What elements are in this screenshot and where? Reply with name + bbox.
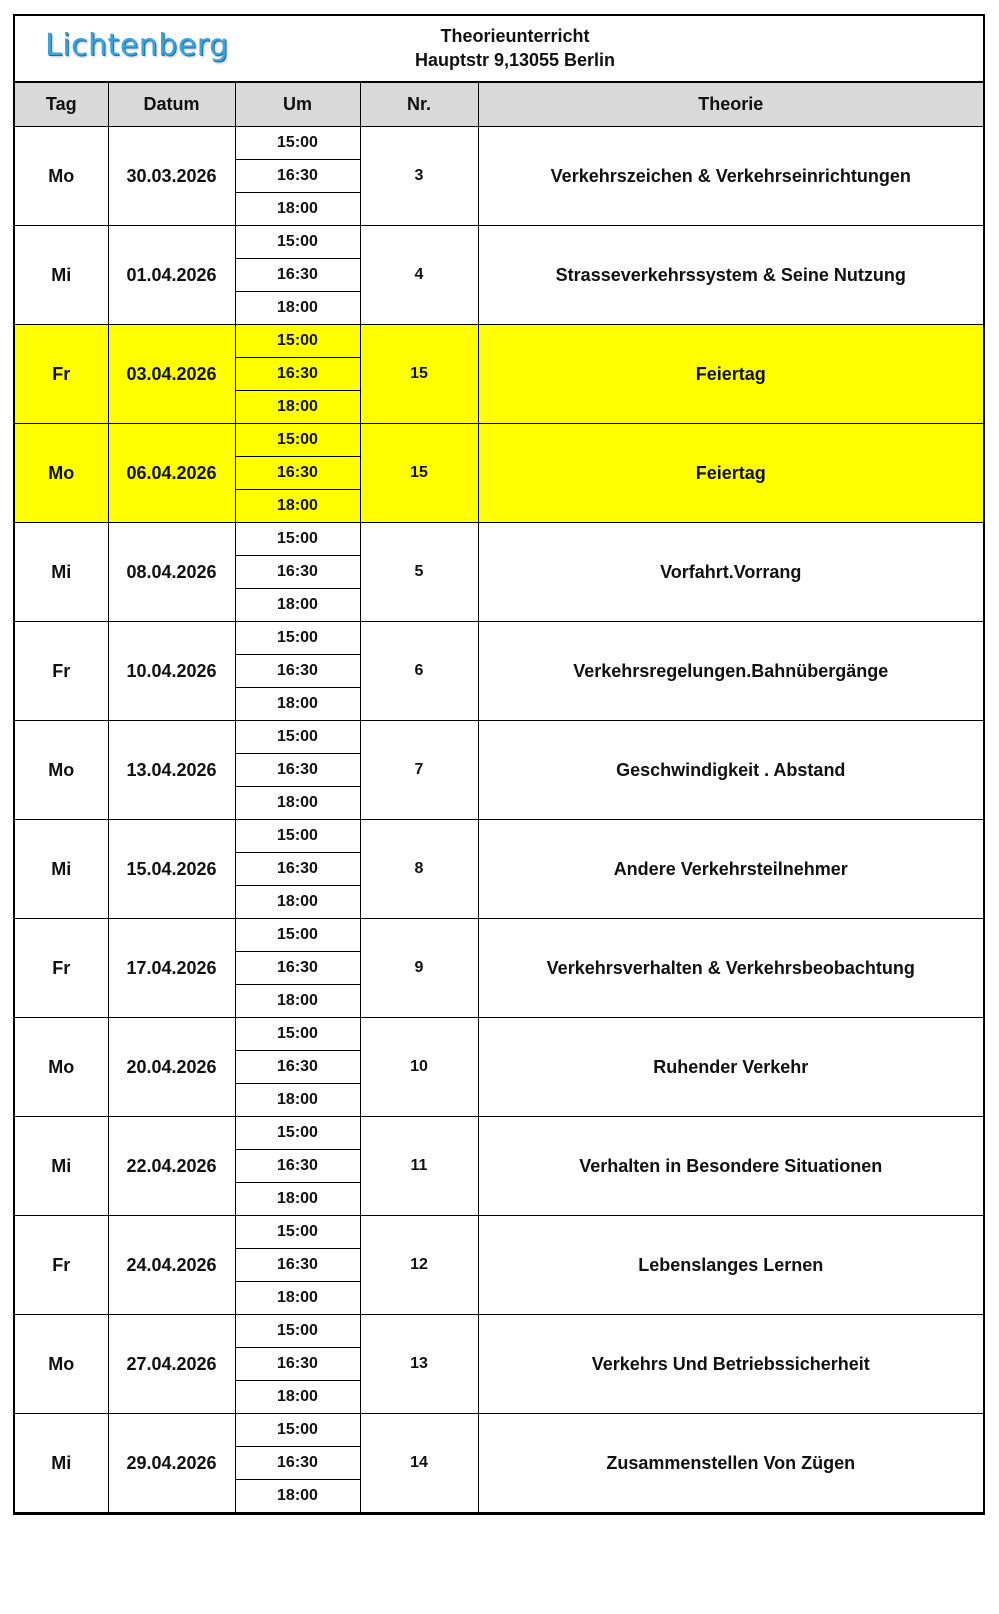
time-cell: 15:00 [235, 622, 360, 655]
time-cell: 18:00 [235, 391, 360, 424]
date-cell: 15.04.2026 [108, 820, 235, 919]
theory-topic-cell: Verkehrs Und Betriebssicherheit [478, 1315, 983, 1414]
time-cell: 15:00 [235, 325, 360, 358]
time-cell: 16:30 [235, 1249, 360, 1282]
title-line-2: Hauptstr 9,13055 Berlin [414, 50, 616, 70]
schedule-body [15, 127, 983, 1513]
date-cell: 03.04.2026 [108, 325, 235, 424]
theory-topic-cell: Vorfahrt.Vorrang [478, 523, 983, 622]
table-row [15, 919, 983, 952]
date-cell: 17.04.2026 [108, 919, 235, 1018]
column-header-theorie: Theorie [478, 83, 983, 127]
column-header-tag: Tag [15, 83, 108, 127]
table-row [15, 1315, 983, 1348]
theory-topic-cell: Lebenslanges Lernen [478, 1216, 983, 1315]
day-cell: Mo [15, 424, 108, 523]
lesson-number-cell: 4 [360, 226, 478, 325]
time-cell: 18:00 [235, 193, 360, 226]
day-cell: Fr [15, 622, 108, 721]
day-cell: Mo [15, 1315, 108, 1414]
header-band [15, 16, 983, 83]
day-cell: Mi [15, 523, 108, 622]
time-cell: 15:00 [235, 721, 360, 754]
date-cell: 22.04.2026 [108, 1117, 235, 1216]
time-cell: 16:30 [235, 1447, 360, 1480]
time-cell: 18:00 [235, 1282, 360, 1315]
day-cell: Mi [15, 1117, 108, 1216]
time-cell: 16:30 [235, 457, 360, 490]
table-row [15, 1018, 983, 1051]
time-cell: 18:00 [235, 589, 360, 622]
theory-topic-cell: Feiertag [478, 325, 983, 424]
table-row [15, 1414, 983, 1447]
lesson-number-cell: 8 [360, 820, 478, 919]
time-cell: 15:00 [235, 1414, 360, 1447]
theory-topic-cell: Geschwindigkeit . Abstand [478, 721, 983, 820]
theory-topic-cell: Verkehrszeichen & Verkehrseinrichtungen [478, 127, 983, 226]
theory-topic-cell: Andere Verkehrsteilnehmer [478, 820, 983, 919]
theory-topic-cell: Verhalten in Besondere Situationen [478, 1117, 983, 1216]
time-cell: 16:30 [235, 1150, 360, 1183]
date-cell: 29.04.2026 [108, 1414, 235, 1513]
lesson-number-cell: 3 [360, 127, 478, 226]
time-cell: 15:00 [235, 1216, 360, 1249]
day-cell: Fr [15, 325, 108, 424]
lesson-number-cell: 5 [360, 523, 478, 622]
lesson-number-cell: 15 [360, 325, 478, 424]
lesson-number-cell: 14 [360, 1414, 478, 1513]
day-cell: Mi [15, 226, 108, 325]
date-cell: 01.04.2026 [108, 226, 235, 325]
theory-topic-cell: Strasseverkehrssystem & Seine Nutzung [478, 226, 983, 325]
time-cell: 16:30 [235, 952, 360, 985]
day-cell: Mo [15, 127, 108, 226]
table-row [15, 424, 983, 457]
table-row [15, 1117, 983, 1150]
lesson-number-cell: 10 [360, 1018, 478, 1117]
table-row [15, 523, 983, 556]
table-row [15, 127, 983, 160]
date-cell: 06.04.2026 [108, 424, 235, 523]
date-cell: 13.04.2026 [108, 721, 235, 820]
brand-logo: Lichtenberg [45, 28, 229, 63]
time-cell: 16:30 [235, 1348, 360, 1381]
schedule-sheet [13, 14, 985, 1515]
time-cell: 15:00 [235, 226, 360, 259]
table-row [15, 820, 983, 853]
table-row [15, 622, 983, 655]
day-cell: Fr [15, 919, 108, 1018]
column-header-nr: Nr. [360, 83, 478, 127]
day-cell: Mi [15, 820, 108, 919]
schedule-table [15, 83, 983, 1513]
time-cell: 18:00 [235, 1183, 360, 1216]
theory-topic-cell: Verkehrsverhalten & Verkehrsbeobachtung [478, 919, 983, 1018]
time-cell: 18:00 [235, 1381, 360, 1414]
time-cell: 15:00 [235, 1018, 360, 1051]
time-cell: 18:00 [235, 490, 360, 523]
date-cell: 08.04.2026 [108, 523, 235, 622]
time-cell: 18:00 [235, 688, 360, 721]
time-cell: 16:30 [235, 556, 360, 589]
lesson-number-cell: 15 [360, 424, 478, 523]
time-cell: 15:00 [235, 1117, 360, 1150]
table-row [15, 721, 983, 754]
theory-topic-cell: Feiertag [478, 424, 983, 523]
theory-topic-cell: Verkehrsregelungen.Bahnübergänge [478, 622, 983, 721]
time-cell: 15:00 [235, 523, 360, 556]
time-cell: 16:30 [235, 358, 360, 391]
table-header-row [15, 83, 983, 127]
date-cell: 30.03.2026 [108, 127, 235, 226]
date-cell: 10.04.2026 [108, 622, 235, 721]
day-cell: Mo [15, 1018, 108, 1117]
time-cell: 15:00 [235, 127, 360, 160]
table-row [15, 226, 983, 259]
day-cell: Fr [15, 1216, 108, 1315]
table-row [15, 1216, 983, 1249]
day-cell: Mo [15, 721, 108, 820]
time-cell: 16:30 [235, 754, 360, 787]
theory-topic-cell: Zusammenstellen Von Zügen [478, 1414, 983, 1513]
time-cell: 16:30 [235, 655, 360, 688]
column-header-datum: Datum [108, 83, 235, 127]
time-cell: 18:00 [235, 886, 360, 919]
theory-topic-cell: Ruhender Verkehr [478, 1018, 983, 1117]
time-cell: 16:30 [235, 160, 360, 193]
date-cell: 24.04.2026 [108, 1216, 235, 1315]
header-title [345, 24, 685, 72]
lesson-number-cell: 12 [360, 1216, 478, 1315]
lesson-number-cell: 11 [360, 1117, 478, 1216]
time-cell: 15:00 [235, 1315, 360, 1348]
time-cell: 18:00 [235, 787, 360, 820]
lesson-number-cell: 6 [360, 622, 478, 721]
time-cell: 16:30 [235, 853, 360, 886]
time-cell: 18:00 [235, 1084, 360, 1117]
time-cell: 18:00 [235, 1480, 360, 1513]
title-line-1: Theorieunterricht [440, 26, 590, 46]
time-cell: 15:00 [235, 820, 360, 853]
day-cell: Mi [15, 1414, 108, 1513]
time-cell: 15:00 [235, 919, 360, 952]
date-cell: 20.04.2026 [108, 1018, 235, 1117]
lesson-number-cell: 7 [360, 721, 478, 820]
time-cell: 16:30 [235, 1051, 360, 1084]
time-cell: 18:00 [235, 292, 360, 325]
date-cell: 27.04.2026 [108, 1315, 235, 1414]
column-header-um: Um [235, 83, 360, 127]
time-cell: 16:30 [235, 259, 360, 292]
lesson-number-cell: 9 [360, 919, 478, 1018]
time-cell: 15:00 [235, 424, 360, 457]
time-cell: 18:00 [235, 985, 360, 1018]
lesson-number-cell: 13 [360, 1315, 478, 1414]
table-row [15, 325, 983, 358]
